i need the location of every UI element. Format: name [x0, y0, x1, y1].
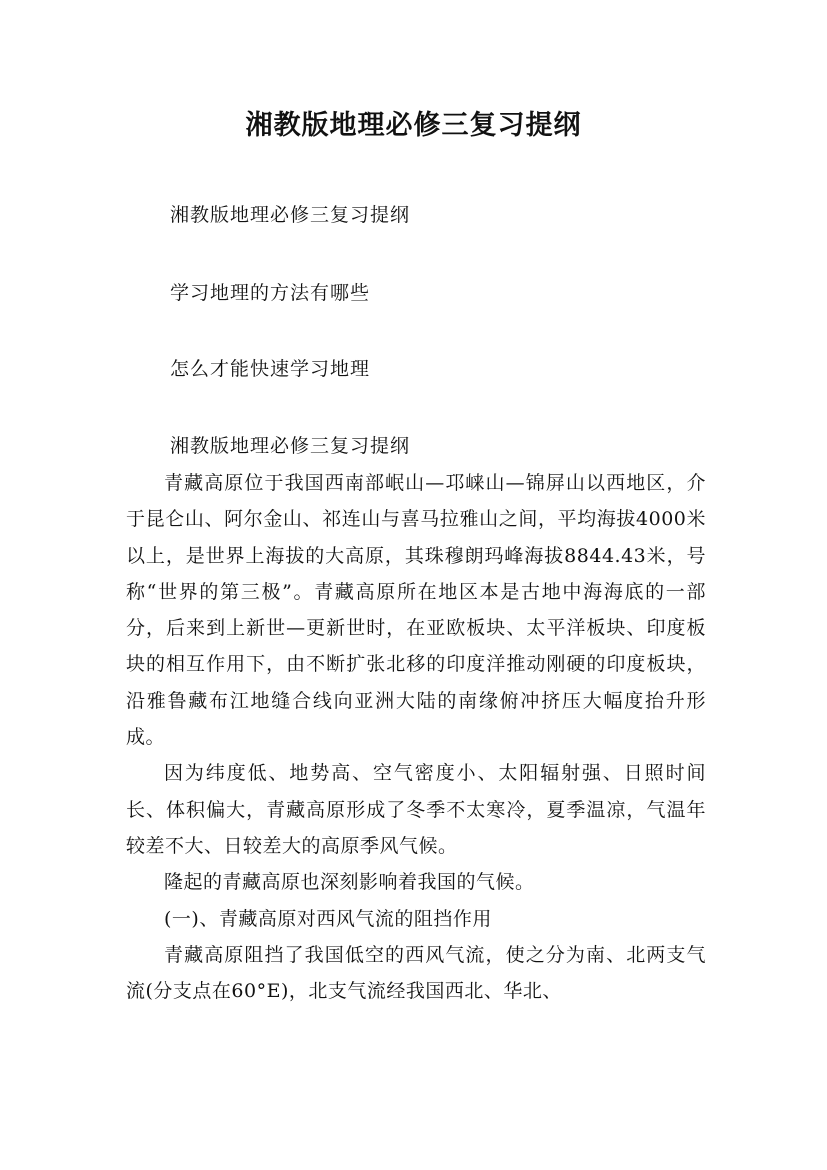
paragraph: 青藏高原位于我国西南部岷山—邛崃山—锦屏山以西地区，介于昆仑山、阿尔金山、祁连山与喜马拉雅山之间，平均海拔4000米以上，是世界上海拔的大高原，其珠穆朗玛峰海拔8844.43米，号称“世界的第三极”。青藏高原所在地区本是古地中海海底的一部分，后来到上新世—更新世时，在亚欧板块、太平洋板块、印度板块的相互作用下，由不断扩张北移的印度洋推动刚硬的印度板块，沿雅鲁藏布江地缝合线向亚洲大陆的南缘俯冲挤压大幅度抬升形成。 — [126, 472, 706, 749]
outline-line-4: 湘教版地理必修三复习提纲 — [170, 435, 411, 457]
paragraph: 青藏高原阻挡了我国低空的西风气流，使之分为南、北两支气流(分支点在60°E)，北支气流经我国西北、华北、 — [126, 943, 706, 1003]
paragraph: 隆起的青藏高原也深刻影响着我国的气候。 — [164, 871, 535, 894]
outline-line-2: 学习地理的方法有哪些 — [170, 282, 371, 304]
paragraph: 因为纬度低、地势高、空气密度小、太阳辐射强、日照时间长、体积偏大，青藏高原形成了冬季不太寒冷，夏季温凉，气温年较差不大、日较差大的高原季风气候。 — [126, 762, 706, 857]
document-title: 湘教版地理必修三复习提纲 — [245, 110, 582, 141]
document-body — [126, 465, 706, 1009]
outline-line-1: 湘教版地理必修三复习提纲 — [170, 204, 411, 226]
paragraph: (一)、青藏高原对西风气流的阻挡作用 — [164, 907, 492, 930]
outline-line-3: 怎么才能快速学习地理 — [170, 358, 371, 380]
